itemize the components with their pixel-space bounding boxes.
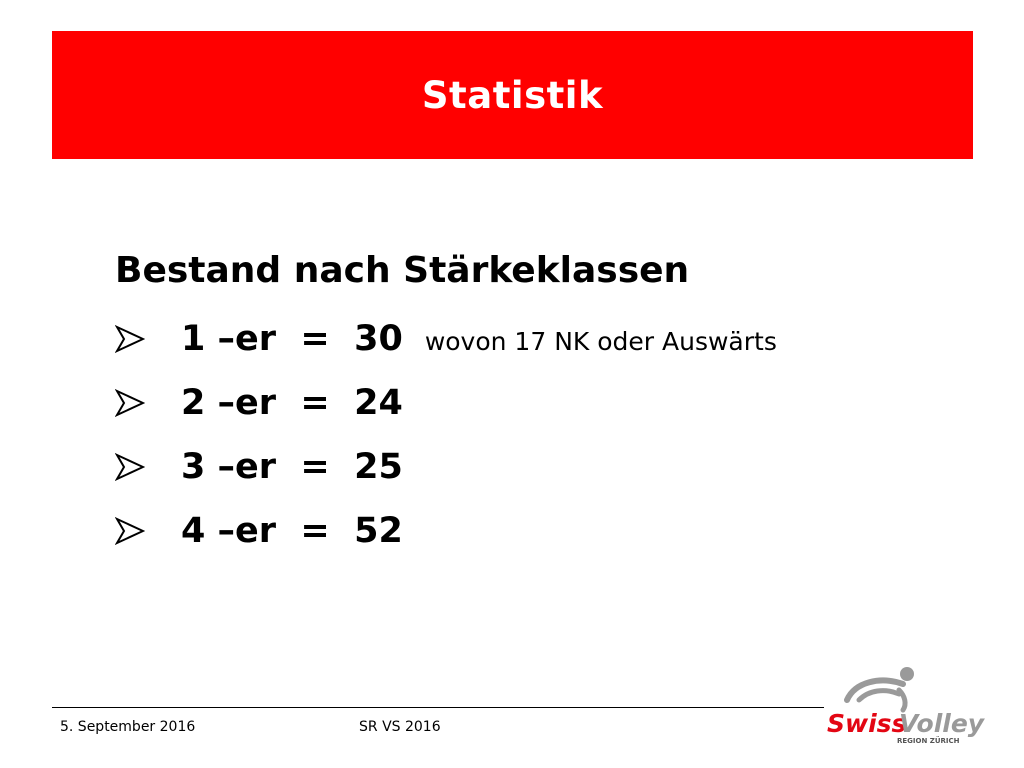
item-value: 2 –er = 24 <box>181 383 403 423</box>
arrow-bullet-icon <box>115 324 145 354</box>
footer-center-text: SR VS 2016 <box>359 719 441 735</box>
item-value: 4 –er = 52 <box>181 511 403 551</box>
swiss-volley-logo <box>825 660 985 746</box>
list-item <box>115 435 915 499</box>
logo-word-swiss: Swiss <box>827 709 907 738</box>
list-item <box>115 371 915 435</box>
stats-list <box>115 307 915 563</box>
arrow-bullet-icon <box>115 516 145 546</box>
list-item <box>115 307 915 371</box>
slide-content <box>115 245 915 563</box>
slide-subtitle: Bestand nach Stärkeklassen <box>115 250 690 291</box>
item-value: 1 –er = 30 <box>181 319 403 359</box>
footer-divider <box>52 707 824 708</box>
item-value: 3 –er = 25 <box>181 447 403 487</box>
item-note: wovon 17 NK oder Auswärts <box>424 326 777 356</box>
list-item <box>115 499 915 563</box>
arrow-bullet-icon <box>115 388 145 418</box>
slide-title: Statistik <box>421 73 604 117</box>
logo-word-volley: Volley <box>899 709 985 738</box>
logo-region: REGION ZÜRICH <box>897 737 960 745</box>
arrow-bullet-icon <box>115 452 145 482</box>
footer-date: 5. September 2016 <box>60 719 196 735</box>
title-bar <box>52 31 973 159</box>
